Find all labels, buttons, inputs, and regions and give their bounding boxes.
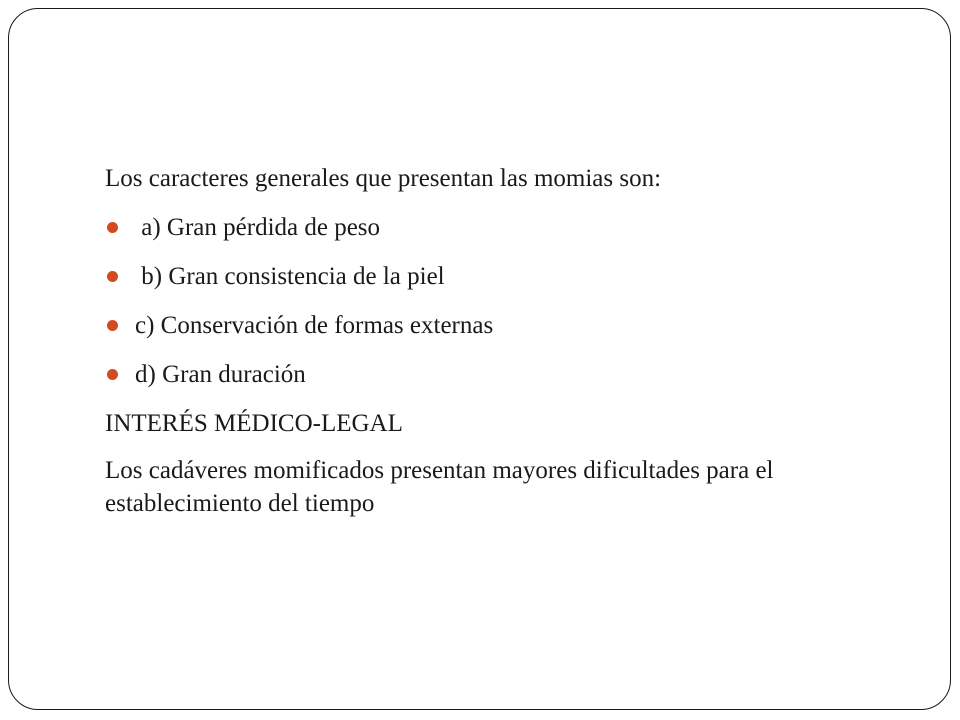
bullet-item-d bbox=[105, 356, 905, 393]
bullet-item-b bbox=[105, 258, 905, 295]
bullet-text: b) Gran consistencia de la piel bbox=[135, 263, 445, 290]
section-heading: INTERÉS MÉDICO-LEGAL bbox=[105, 410, 403, 437]
bullet-icon bbox=[107, 271, 118, 282]
bullet-item-c bbox=[105, 307, 905, 344]
bullet-text: c) Conservación de formas externas bbox=[135, 312, 494, 339]
bullet-icon bbox=[107, 369, 118, 380]
slide-content bbox=[105, 160, 905, 520]
bullet-icon bbox=[107, 222, 118, 233]
bullet-icon bbox=[107, 320, 118, 331]
bullet-item-a bbox=[105, 209, 905, 246]
intro-text: Los caracteres generales que presentan las momias son: bbox=[105, 165, 662, 192]
bullet-text: d) Gran duración bbox=[135, 361, 306, 388]
bullet-text: a) Gran pérdida de peso bbox=[135, 214, 381, 241]
body-paragraph: Los cadáveres momificados presentan mayores dificultades para el establecimiento del tiempo bbox=[105, 457, 774, 517]
